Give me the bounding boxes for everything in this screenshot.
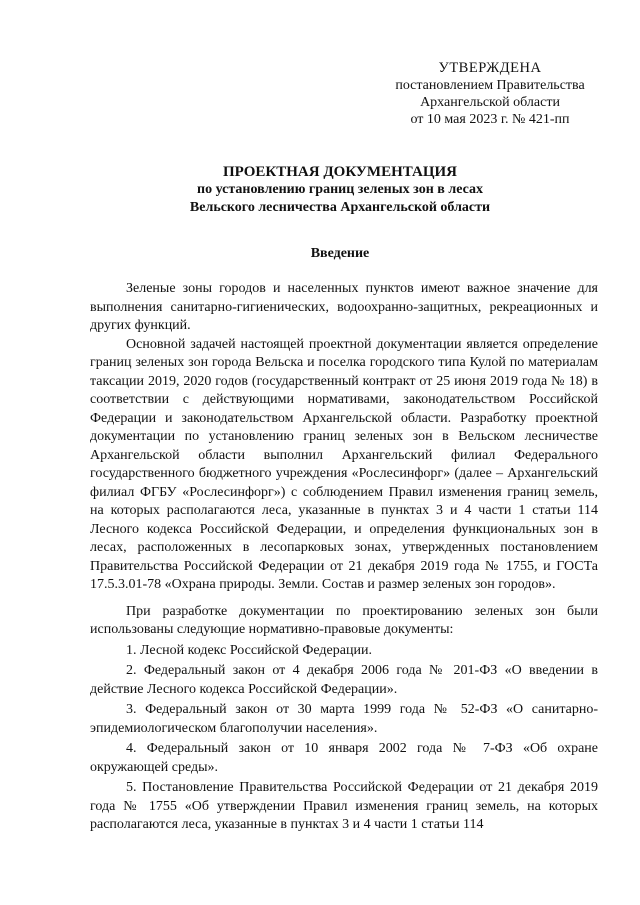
approval-line-3: от 10 мая 2023 г. № 421-пп — [410, 112, 570, 127]
list-item: 5. Постановление Правительства Российской Федерации от 21 декабря 2019 года № 1755 «Об утверждении Правил изменения границ земель, на которых располагаются леса, указанные в пунктах 3 и 4 части 1 статьи 114 — [90, 780, 598, 832]
section-title: Введение — [310, 246, 370, 261]
document-subtitle — [90, 181, 590, 217]
approval-line-1: постановлением Правительства — [395, 78, 585, 93]
document-body — [90, 280, 598, 835]
list-item: 2. Федеральный закон от 4 декабря 2006 года № 201-ФЗ «О введении в действие Лесного кодекса Российской Федерации». — [90, 663, 598, 697]
list-item: 1. Лесной кодекс Российской Федерации. — [126, 642, 372, 658]
document-title: ПРОЕКТНАЯ ДОКУМЕНТАЦИЯ — [222, 164, 458, 180]
list-item: 4. Федеральный закон от 10 января 2002 года № 7-ФЗ «Об охране окружающей среды». — [90, 741, 598, 775]
paragraph: Основной задачей настоящей проектной документации является определение границ зеленых зон города Вельска и поселка городского типа Кулой по материалам таксации 2019, 2020 годов (государственный контракт от 25 июня 2019 года № 18) в соответствии с действующими нормативами, законодательством Российской Федерации и законодательством Архангельской области. Разработку проектной документации по установлению границ зеленых зон в Вельском лесничестве Архангельской области выполнил Архангельский филиал Федерального государственного бюджетного учреждения «Рослесинфорг» (далее – Архангельский филиал ФГБУ «Рослесинфорг») с соблюдением Правил изменения границ земель, на которых располагаются леса, указанные в пунктах 3 и 4 части 1 статьи 114 Лесного кодекса Российской Федерации, и определения функциональных зон в лесах, расположенных в лесопарковых зонах, утвержденных постановлением Правительства Российской Федерации от 21 декабря 2019 года № 1755, и ГОСТа 17.5.3.01-78 «Охрана природы. Земли. Состав и размер зеленых зон городов». — [90, 336, 598, 592]
paragraph: Зеленые зоны городов и населенных пунктов имеют важное значение для выполнения санитарно-гигиенических, водоохранно-защитных, рекреационных и других функций. — [90, 281, 598, 333]
document-subtitle-line-1: по установлению границ зеленых зон в лесах — [197, 182, 483, 197]
document-subtitle-line-2: Вельского лесничества Архангельской области — [189, 200, 491, 215]
approval-line-2: Архангельской области — [420, 95, 560, 110]
paragraph: При разработке документации по проектированию зеленых зон были использованы следующие нормативно-правовые документы: — [90, 603, 598, 637]
approval-stamp — [380, 60, 600, 128]
approval-title: УТВЕРЖДЕНА — [438, 60, 542, 76]
list-item: 3. Федеральный закон от 30 марта 1999 года № 52-ФЗ «О санитарно-эпидемиологическом благополучии населения». — [90, 702, 598, 736]
